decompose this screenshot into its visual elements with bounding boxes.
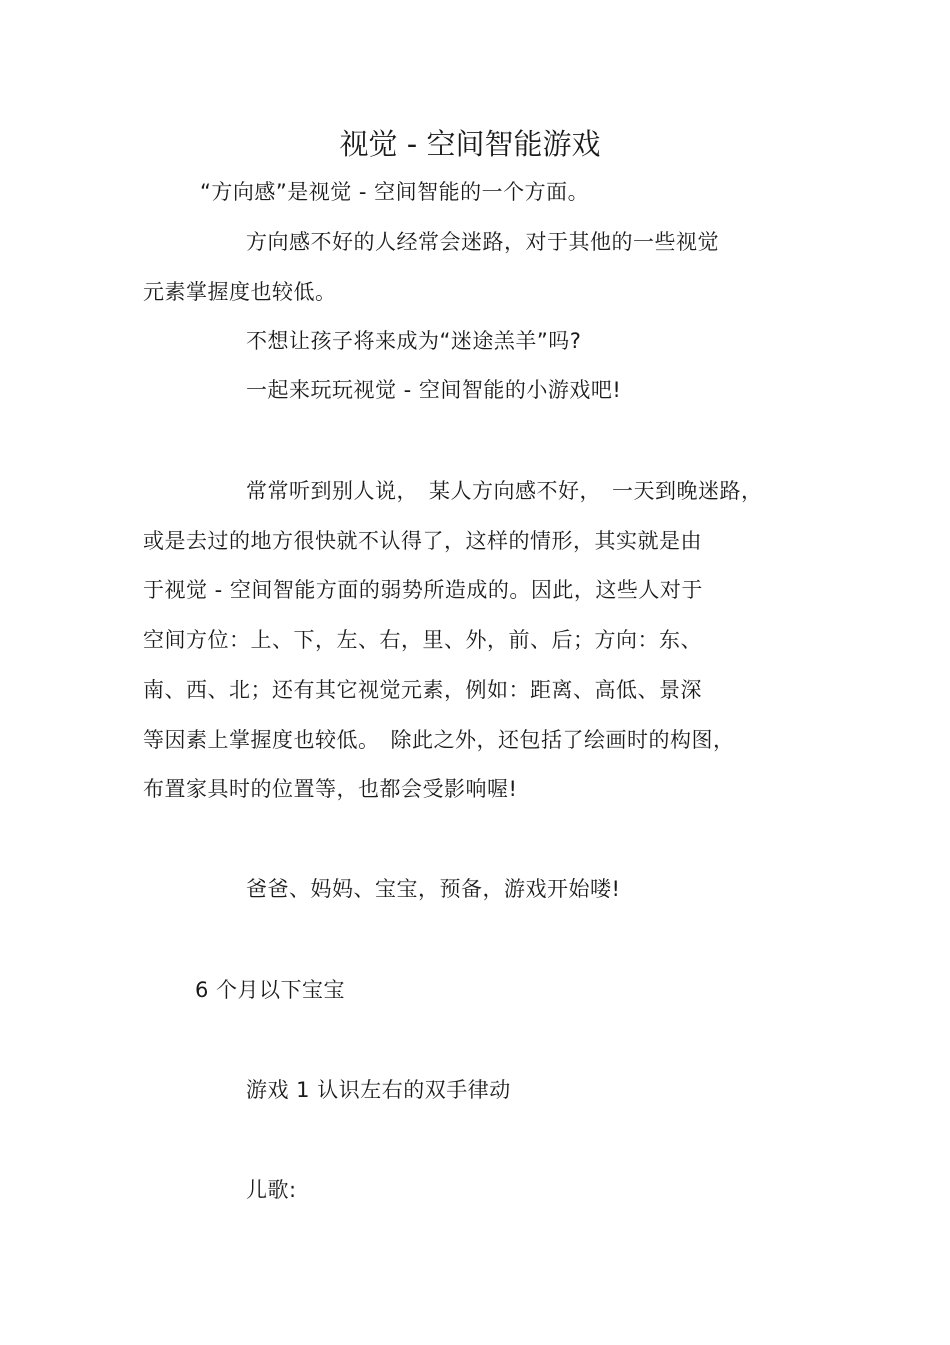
body-line-5: 南、西、北；还有其它视觉元素，例如：距离、高低、景深 <box>143 678 702 702</box>
body-line-6: 等因素上掌握度也较低。 除此之外，还包括了绘画时的构图， <box>143 728 735 752</box>
intro-line-2: 方向感不好的人经常会迷路，对于其他的一些视觉 <box>246 230 719 254</box>
intro-line-1: “方向感”是视觉 - 空间智能的一个方面。 <box>200 180 590 204</box>
intro-line-5: 一起来玩玩视觉 - 空间智能的小游戏吧! <box>246 378 622 402</box>
body-line-7: 布置家具时的位置等，也都会受影响喔! <box>143 777 518 801</box>
body-line-2: 或是去过的地方很快就不认得了，这样的情形，其实就是由 <box>143 529 702 553</box>
body-line-4: 空间方位：上、下，左、右，里、外，前、后；方向：东、 <box>143 628 702 652</box>
section-heading: 6 个月以下宝宝 <box>195 978 346 1002</box>
intro-line-3: 元素掌握度也较低。 <box>143 280 337 304</box>
body-line-1: 常常听到别人说， 某人方向感不好， 一天到晚迷路， <box>246 479 763 503</box>
page-title: 视觉 - 空间智能游戏 <box>339 127 601 161</box>
rhyme-label: 儿歌: <box>246 1178 297 1202</box>
call-to-action: 爸爸、妈妈、宝宝，预备，游戏开始喽! <box>246 877 621 901</box>
intro-line-4: 不想让孩子将来成为“迷途羔羊”吗? <box>246 329 582 353</box>
game-heading: 游戏 1 认识左右的双手律动 <box>246 1078 511 1102</box>
body-line-3: 于视觉 - 空间智能方面的弱势所造成的。因此，这些人对于 <box>143 578 703 602</box>
